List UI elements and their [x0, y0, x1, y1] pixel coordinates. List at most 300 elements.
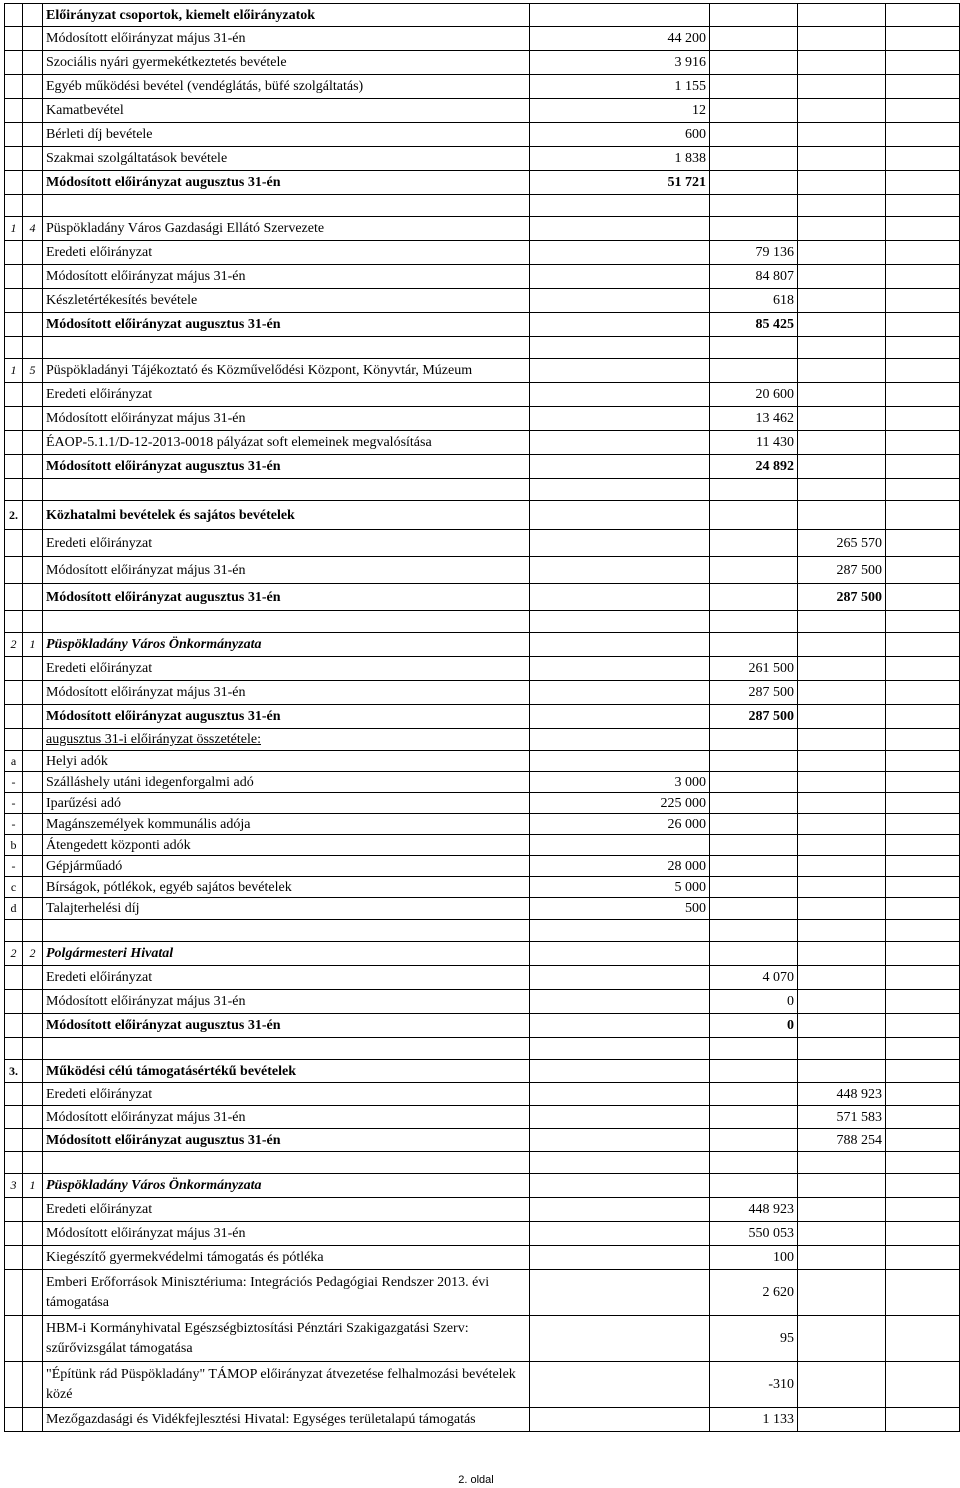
table-row	[4, 455, 960, 479]
table-cell-col3	[43, 1152, 530, 1174]
table-cell-col4	[530, 729, 710, 751]
table-cell-col2	[23, 966, 43, 990]
table-cell-col2	[23, 313, 43, 337]
table-cell-col1	[4, 99, 23, 123]
table-cell-col3: Gépjárműadó	[43, 856, 530, 877]
table-cell-col5	[710, 1106, 798, 1129]
table-cell-col4: 12	[530, 99, 710, 123]
table-cell-col6	[798, 337, 886, 359]
table-cell-col4	[530, 1362, 710, 1408]
table-cell-col6	[798, 1362, 886, 1408]
table-cell-col4	[530, 942, 710, 966]
table-cell-col3: Püspökladány Város Önkormányzata	[43, 1174, 530, 1198]
table-cell-col1: 1	[4, 217, 23, 241]
table-cell-col1: 3.	[4, 1060, 23, 1083]
table-cell-col6	[798, 1038, 886, 1060]
table-cell-col2	[23, 1060, 43, 1083]
table-cell-col2	[23, 123, 43, 147]
table-cell-col2	[23, 557, 43, 584]
table-cell-col7	[886, 1222, 960, 1246]
table-cell-col1	[4, 195, 23, 217]
table-cell-col1	[4, 75, 23, 99]
table-row	[4, 217, 960, 241]
table-cell-col3: Módosított előirányzat május 31-én	[43, 681, 530, 705]
table-cell-col3	[43, 920, 530, 942]
table-cell-col7	[886, 530, 960, 557]
table-cell-col7	[886, 942, 960, 966]
table-row	[4, 990, 960, 1014]
table-row	[4, 705, 960, 729]
table-cell-col6: 448 923	[798, 1083, 886, 1106]
table-cell-col3: Eredeti előirányzat	[43, 383, 530, 407]
table-cell-col4	[530, 1129, 710, 1152]
table-cell-col5	[710, 51, 798, 75]
table-cell-col2	[23, 1408, 43, 1432]
table-cell-col7	[886, 751, 960, 772]
table-cell-col7	[886, 75, 960, 99]
table-cell-col6	[798, 772, 886, 793]
table-cell-col1	[4, 313, 23, 337]
table-cell-col5	[710, 942, 798, 966]
table-cell-col1	[4, 1362, 23, 1408]
table-cell-col3: Bírságok, pótlékok, egyéb sajátos bevételek	[43, 877, 530, 898]
table-cell-col3: Módosított előirányzat május 31-én	[43, 557, 530, 584]
table-cell-col5	[710, 359, 798, 383]
table-cell-col6	[798, 431, 886, 455]
table-row	[4, 407, 960, 431]
table-cell-col1	[4, 51, 23, 75]
table-cell-col5	[710, 898, 798, 920]
table-cell-col4: 225 000	[530, 793, 710, 814]
table-row	[4, 1198, 960, 1222]
table-cell-col5	[710, 729, 798, 751]
table-cell-col3: Módosított előirányzat május 31-én	[43, 27, 530, 51]
table-cell-col2	[23, 1246, 43, 1270]
table-cell-col3: Szakmai szolgáltatások bevétele	[43, 147, 530, 171]
table-cell-col6	[798, 123, 886, 147]
table-cell-col5	[710, 123, 798, 147]
table-row	[4, 772, 960, 793]
page-number: 2. oldal	[458, 1474, 494, 1486]
table-cell-col7	[886, 479, 960, 501]
table-cell-col6	[798, 479, 886, 501]
table-cell-col2	[23, 431, 43, 455]
table-cell-col5	[710, 1129, 798, 1152]
table-cell-col4	[530, 1246, 710, 1270]
table-cell-col2	[23, 147, 43, 171]
table-cell-col5	[710, 814, 798, 835]
table-cell-col2	[23, 1129, 43, 1152]
table-cell-col6	[798, 171, 886, 195]
table-cell-col1: -	[4, 814, 23, 835]
table-cell-col4	[530, 289, 710, 313]
table-cell-col5	[710, 147, 798, 171]
table-row	[4, 1316, 960, 1362]
table-cell-col7	[886, 633, 960, 657]
table-cell-col7	[886, 1408, 960, 1432]
table-cell-col6	[798, 1014, 886, 1038]
table-cell-col2	[23, 814, 43, 835]
table-cell-col5	[710, 1060, 798, 1083]
table-row	[4, 1106, 960, 1129]
table-cell-col7	[886, 99, 960, 123]
table-row	[4, 241, 960, 265]
table-cell-col7	[886, 835, 960, 856]
table-cell-col7	[886, 1060, 960, 1083]
table-cell-col3: Módosított előirányzat május 31-én	[43, 990, 530, 1014]
table-cell-col5	[710, 479, 798, 501]
table-cell-col1	[4, 3, 23, 27]
table-cell-col6: 265 570	[798, 530, 886, 557]
table-cell-col7	[886, 657, 960, 681]
table-row	[4, 289, 960, 313]
table-cell-col3: Módosított előirányzat augusztus 31-én	[43, 1129, 530, 1152]
table-cell-col7	[886, 147, 960, 171]
table-cell-col3: Átengedett központi adók	[43, 835, 530, 856]
table-cell-col5: -310	[710, 1362, 798, 1408]
table-cell-col1	[4, 265, 23, 289]
table-cell-col2: 2	[23, 942, 43, 966]
table-cell-col4	[530, 557, 710, 584]
table-row	[4, 337, 960, 359]
table-cell-col6	[798, 3, 886, 27]
table-cell-col4	[530, 1270, 710, 1316]
table-cell-col7	[886, 1083, 960, 1106]
table-cell-col1: -	[4, 793, 23, 814]
table-cell-col5	[710, 920, 798, 942]
table-cell-col4	[530, 265, 710, 289]
table-cell-col7	[886, 123, 960, 147]
table-cell-col6	[798, 147, 886, 171]
table-cell-col1: -	[4, 856, 23, 877]
table-row	[4, 383, 960, 407]
table-cell-col4	[530, 584, 710, 611]
table-row	[4, 313, 960, 337]
table-row	[4, 835, 960, 856]
table-cell-col3: Egyéb működési bevétel (vendéglátás, büfé szolgáltatás)	[43, 75, 530, 99]
table-cell-col1	[4, 123, 23, 147]
table-cell-col3: Módosított előirányzat augusztus 31-én	[43, 313, 530, 337]
table-cell-col3: Polgármesteri Hivatal	[43, 942, 530, 966]
table-cell-col1	[4, 289, 23, 313]
table-row	[4, 99, 960, 123]
table-row	[4, 530, 960, 557]
table-cell-col7	[886, 1270, 960, 1316]
table-cell-col4	[530, 657, 710, 681]
table-cell-col2	[23, 530, 43, 557]
table-row	[4, 793, 960, 814]
table-cell-col1	[4, 1014, 23, 1038]
table-cell-col4: 600	[530, 123, 710, 147]
table-cell-col4	[530, 990, 710, 1014]
table-cell-col7	[886, 407, 960, 431]
table-cell-col2	[23, 751, 43, 772]
table-row	[4, 611, 960, 633]
table-cell-col6	[798, 681, 886, 705]
table-cell-col1	[4, 611, 23, 633]
table-cell-col2	[23, 835, 43, 856]
table-row	[4, 657, 960, 681]
table-cell-col5	[710, 793, 798, 814]
table-cell-col6	[798, 359, 886, 383]
table-cell-col4: 51 721	[530, 171, 710, 195]
table-cell-col6	[798, 990, 886, 1014]
table-cell-col7	[886, 3, 960, 27]
table-cell-col6	[798, 455, 886, 479]
table-row	[4, 584, 960, 611]
table-cell-col2	[23, 171, 43, 195]
table-cell-col5	[710, 75, 798, 99]
table-cell-col5: 1 133	[710, 1408, 798, 1432]
table-cell-col6	[798, 99, 886, 123]
table-cell-col5	[710, 557, 798, 584]
table-cell-col7	[886, 611, 960, 633]
table-cell-col1	[4, 1270, 23, 1316]
table-cell-col1	[4, 584, 23, 611]
table-cell-col1: b	[4, 835, 23, 856]
table-cell-col3: Módosított előirányzat május 31-én	[43, 1222, 530, 1246]
table-cell-col2	[23, 772, 43, 793]
table-cell-col4	[530, 751, 710, 772]
table-cell-col3	[43, 1038, 530, 1060]
table-cell-col6	[798, 217, 886, 241]
table-cell-col4	[530, 1408, 710, 1432]
table-cell-col5	[710, 27, 798, 51]
table-cell-col4	[530, 455, 710, 479]
table-cell-col7	[886, 1174, 960, 1198]
table-cell-col2	[23, 990, 43, 1014]
table-cell-col7	[886, 772, 960, 793]
table-cell-col6	[798, 751, 886, 772]
table-cell-col3: Emberi Erőforrások Minisztériuma: Integrációs Pedagógiai Rendszer 2013. évi támogatása	[43, 1270, 530, 1316]
table-cell-col2: 1	[23, 1174, 43, 1198]
table-cell-col6	[798, 75, 886, 99]
table-cell-col3: Eredeti előirányzat	[43, 657, 530, 681]
table-cell-col2	[23, 1362, 43, 1408]
table-cell-col7	[886, 856, 960, 877]
table-cell-col4	[530, 479, 710, 501]
table-cell-col4: 44 200	[530, 27, 710, 51]
table-cell-col4	[530, 1014, 710, 1038]
table-cell-col7	[886, 1246, 960, 1270]
table-cell-col6	[798, 407, 886, 431]
table-cell-col1	[4, 431, 23, 455]
table-cell-col6: 571 583	[798, 1106, 886, 1129]
table-cell-col6	[798, 835, 886, 856]
table-cell-col1	[4, 729, 23, 751]
table-cell-col4: 3 000	[530, 772, 710, 793]
table-cell-col4	[530, 633, 710, 657]
table-cell-col5	[710, 1152, 798, 1174]
table-cell-col7	[886, 431, 960, 455]
table-cell-col5	[710, 584, 798, 611]
table-cell-col3: Püspökladány Város Önkormányzata	[43, 633, 530, 657]
table-cell-col3: Kamatbevétel	[43, 99, 530, 123]
table-cell-col1: c	[4, 877, 23, 898]
table-cell-col1	[4, 407, 23, 431]
table-cell-col6	[798, 856, 886, 877]
table-cell-col2	[23, 195, 43, 217]
table-cell-col4	[530, 530, 710, 557]
table-cell-col7	[886, 265, 960, 289]
table-cell-col4	[530, 705, 710, 729]
table-cell-col7	[886, 1362, 960, 1408]
table-cell-col4: 1 838	[530, 147, 710, 171]
table-cell-col5: 287 500	[710, 705, 798, 729]
table-cell-col3: Eredeti előirányzat	[43, 241, 530, 265]
table-row	[4, 501, 960, 530]
table-cell-col2	[23, 1198, 43, 1222]
table-cell-col4	[530, 359, 710, 383]
table-row	[4, 633, 960, 657]
table-cell-col1	[4, 990, 23, 1014]
table-cell-col5	[710, 751, 798, 772]
table-row	[4, 3, 960, 27]
table-cell-col3: Módosított előirányzat május 31-én	[43, 1106, 530, 1129]
table-row	[4, 856, 960, 877]
table-cell-col6	[798, 265, 886, 289]
table-cell-col6: 287 500	[798, 584, 886, 611]
table-cell-col3: Kiegészítő gyermekvédelmi támogatás és pótléka	[43, 1246, 530, 1270]
table-cell-col7	[886, 793, 960, 814]
table-cell-col3: Bérleti díj bevétele	[43, 123, 530, 147]
table-cell-col4	[530, 1198, 710, 1222]
table-cell-col5	[710, 877, 798, 898]
table-cell-col2	[23, 681, 43, 705]
table-cell-col3: ÉAOP-5.1.1/D-12-2013-0018 pályázat soft elemeinek megvalósítása	[43, 431, 530, 455]
table-cell-col3: Készletértékesítés bevétele	[43, 289, 530, 313]
table-cell-col7	[886, 1129, 960, 1152]
table-row	[4, 1270, 960, 1316]
table-row	[4, 1222, 960, 1246]
table-cell-col4	[530, 313, 710, 337]
table-cell-col6	[798, 633, 886, 657]
table-cell-col7	[886, 289, 960, 313]
table-cell-col5	[710, 633, 798, 657]
table-cell-col5: 0	[710, 990, 798, 1014]
table-cell-col2	[23, 27, 43, 51]
table-row	[4, 1038, 960, 1060]
table-cell-col3: Előirányzat csoportok, kiemelt előirányzatok	[43, 3, 530, 27]
table-cell-col3: Módosított előirányzat május 31-én	[43, 407, 530, 431]
table-cell-col5: 100	[710, 1246, 798, 1270]
table-cell-col3: Szociális nyári gyermekétkeztetés bevétele	[43, 51, 530, 75]
table-cell-col3: Magánszemélyek kommunális adója	[43, 814, 530, 835]
table-cell-col4	[530, 1152, 710, 1174]
table-cell-col1: d	[4, 898, 23, 920]
table-cell-col1: -	[4, 772, 23, 793]
table-cell-col3: Eredeti előirányzat	[43, 1198, 530, 1222]
table-cell-col5	[710, 1174, 798, 1198]
table-cell-col1	[4, 147, 23, 171]
table-row	[4, 75, 960, 99]
table-row	[4, 123, 960, 147]
table-cell-col6	[798, 1408, 886, 1432]
table-cell-col2	[23, 289, 43, 313]
table-cell-col4	[530, 1060, 710, 1083]
table-cell-col3	[43, 611, 530, 633]
table-cell-col4	[530, 501, 710, 530]
table-cell-col7	[886, 51, 960, 75]
table-cell-col3	[43, 337, 530, 359]
table-cell-col4: 500	[530, 898, 710, 920]
table-cell-col3: HBM-i Kormányhivatal Egészségbiztosítási Pénztári Szakigazgatási Szerv: szűrővizsgálat támogatása	[43, 1316, 530, 1362]
table-cell-col7	[886, 920, 960, 942]
table-cell-col2	[23, 729, 43, 751]
table-cell-col6: 287 500	[798, 557, 886, 584]
table-row	[4, 966, 960, 990]
table-cell-col5: 448 923	[710, 1198, 798, 1222]
table-cell-col2	[23, 265, 43, 289]
table-cell-col6	[798, 793, 886, 814]
table-cell-col4	[530, 611, 710, 633]
table-cell-col6	[798, 501, 886, 530]
table-cell-col5	[710, 337, 798, 359]
table-cell-col7	[886, 1014, 960, 1038]
table-cell-col5: 0	[710, 1014, 798, 1038]
table-cell-col3: Módosított előirányzat augusztus 31-én	[43, 584, 530, 611]
table-cell-col6	[798, 1060, 886, 1083]
table-row	[4, 479, 960, 501]
table-cell-col3: Szálláshely utáni idegenforgalmi adó	[43, 772, 530, 793]
table-cell-col1	[4, 920, 23, 942]
table-row	[4, 1408, 960, 1432]
table-cell-col1	[4, 1316, 23, 1362]
table-cell-col3: Módosított előirányzat május 31-én	[43, 265, 530, 289]
table-cell-col1: 2.	[4, 501, 23, 530]
table-cell-col6: 788 254	[798, 1129, 886, 1152]
table-cell-col6	[798, 1246, 886, 1270]
table-cell-col7	[886, 1316, 960, 1362]
table-cell-col4	[530, 920, 710, 942]
table-cell-col1	[4, 1246, 23, 1270]
table-cell-col3: Módosított előirányzat augusztus 31-én	[43, 705, 530, 729]
table-cell-col6	[798, 51, 886, 75]
table-cell-col3: augusztus 31-i előirányzat összetétele:	[43, 729, 530, 751]
table-cell-col7	[886, 171, 960, 195]
table-cell-col4	[530, 1038, 710, 1060]
table-cell-col7	[886, 557, 960, 584]
table-cell-col5: 84 807	[710, 265, 798, 289]
table-cell-col1	[4, 1408, 23, 1432]
table-cell-col4: 5 000	[530, 877, 710, 898]
table-cell-col2	[23, 1083, 43, 1106]
table-cell-col3	[43, 195, 530, 217]
table-cell-col7	[886, 195, 960, 217]
table-cell-col6	[798, 657, 886, 681]
table-cell-col7	[886, 241, 960, 265]
table-cell-col4	[530, 195, 710, 217]
table-cell-col1	[4, 966, 23, 990]
table-cell-col1	[4, 1152, 23, 1174]
table-cell-col3: Eredeti előirányzat	[43, 1083, 530, 1106]
table-row	[4, 1174, 960, 1198]
page-footer	[0, 1474, 960, 1486]
table-cell-col4	[530, 835, 710, 856]
table-cell-col3: Eredeti előirányzat	[43, 966, 530, 990]
table-cell-col7	[886, 877, 960, 898]
table-row	[4, 51, 960, 75]
table-cell-col7	[886, 966, 960, 990]
table-row	[4, 1246, 960, 1270]
table-cell-col4	[530, 3, 710, 27]
table-cell-col2	[23, 479, 43, 501]
table-cell-col5: 11 430	[710, 431, 798, 455]
table-cell-col2	[23, 1222, 43, 1246]
table-cell-col7	[886, 501, 960, 530]
table-cell-col7	[886, 584, 960, 611]
table-cell-col3	[43, 479, 530, 501]
